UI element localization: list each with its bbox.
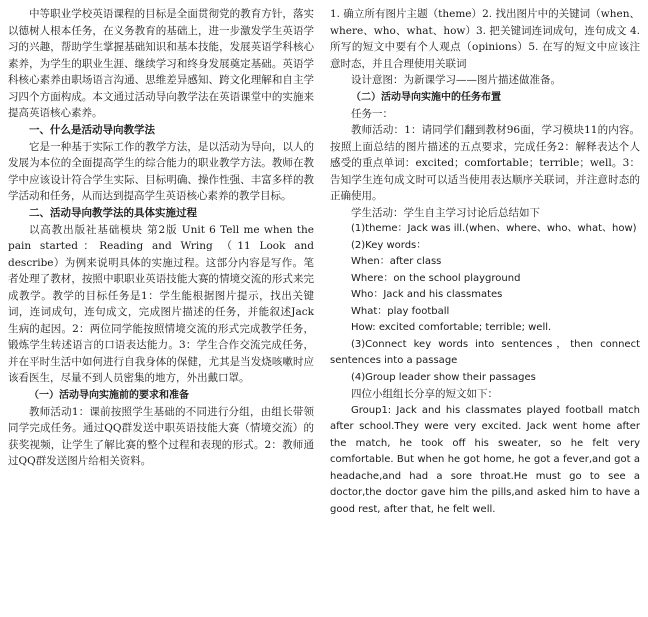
list-item: (2)Key words： [351,239,427,251]
group-leader-step: (4)Group leader show their passages [351,371,536,383]
requirements-paragraph: 1. 确立所有图片主题（theme）2. 找出图片中的关键词（when、where、who、what、how）3. 把关键词连词成句，连句成文 4. 所写的短文中要有个人观点（opinions）5. 在写的短文中应该注意时态，并且合理使用关联词 [330,8,640,70]
teacher-prep-paragraph: 教师活动1：课前按照学生基础的不同进行分组，由组长带领同学完成任务。通过QQ群发送中职英语技能大赛（情境交流）的获奖视频，让学生了解比赛的整个过程和表现的形式。2：教师通过QQ群发送图片给相关资料。 [8,405,314,467]
task-one-label: 任务一： [351,107,393,120]
list-item: How: excited comfortable; terrible; well. [351,322,552,333]
list-item: Where：on the school playground [351,272,521,284]
group-share-intro: 四位小组组长分享的短文如下： [351,388,498,400]
right-column [330,6,640,518]
subsection-heading-tasks: （二）活动导向实施中的任务布置 [351,91,501,103]
student-activity-paragraph: 学生活动：学生自主学习讨论后总结如下 [351,206,540,219]
subsection-heading-prep: （一）活动导向实施前的要求和准备 [29,389,189,401]
list-item: When：after class [351,256,442,267]
list-item: What：play football [351,305,450,317]
design-intent: 设计意图：为新课学习——图片描述做准备。 [351,74,561,86]
list-item: (1)theme：Jack was ill.(when、where、who、what、how) [351,223,637,234]
list-item: Who：Jack and his classmates [351,289,503,300]
left-column [8,6,314,470]
group1-passage: Group1: Jack and his classmates played football match after school.They were very excited. Jack went home after the match, he took off his sweater, so he felt very comfortable. But when he got home, he got a fever,and got a headache,and had a sore throat.He must go to see a doctor,the doctor gave him the pills,and asked him to have a good rest, after that, he felt well. [330,404,640,515]
connect-step: (3)Connect key words into sentences，then connect sentences into a passage [330,338,640,366]
intro-paragraph: 中等职业学校英语课程的目标是全面贯彻党的教育方针，落实以德树人根本任务，在义务教育的基础上，进一步激发学生英语学习的兴趣，帮助学生掌握基础知识和基本技能，发展英语学科核心素养，为学生的职业生涯、继续学习和终身发展奠定基础。英语学科核心素养由职场语言沟通、思维差异感知、跨文化理解和自主学习四个方面构成。本文通过活动导向教学法在英语课堂中的实施来提高英语核心素养。 [8,8,314,119]
definition-paragraph: 它是一种基于实际工作的教学方法，是以活动为导向，以人的发展为本位的全面提高学生的综合能力的职业教学方法。教师在教学中应该设计符合学生实际、目标明确、操作性强、丰富多样的教学活动和任务，从而达到提高学生英语核心素养的教学目标。 [8,140,314,202]
teacher-activity-paragraph: 教师活动：1：请同学们翻到教材96面，学习模块11的内容。按照上面总结的图片描述的五点要求，完成任务2：解释表达个人感受的重点单词：excited；comfortable；terrible；well。3：告知学生连句成文时可以适当使用表达顺序关联词，并注意时态的正确使用。 [330,124,640,202]
section-heading-1: 一、什么是活动导向教学法 [29,123,155,136]
section-heading-2: 二、活动导向教学法的具体实施过程 [29,206,197,219]
implementation-paragraph: 以高教出版社基础模块 第2版 Unit 6 Tell me when the pain started：Reading and Wring （11 Look and describe）为例来说明具体的实施过程。这部分内容是写作。笔者处理了教材，按照中职职业英语技能大赛的情境交流的形式来完成教学。教学的目标任务是1：学生能根据图片提示，找出关键词，连词成句，连句成文，完成图片描述的任务，并能叙述Jack生病的起因。2：两位同学能按照情境交流的形式完成教学任务，锻炼学生转述语言的口语表达能力。3：学生合作交流完成任务，并在平时生活中如何进行自我身体的保健，尤其是当发烧咳嗽时应该看医生，尽量不到人员密集的地方，外出戴口罩。 [8,223,314,384]
